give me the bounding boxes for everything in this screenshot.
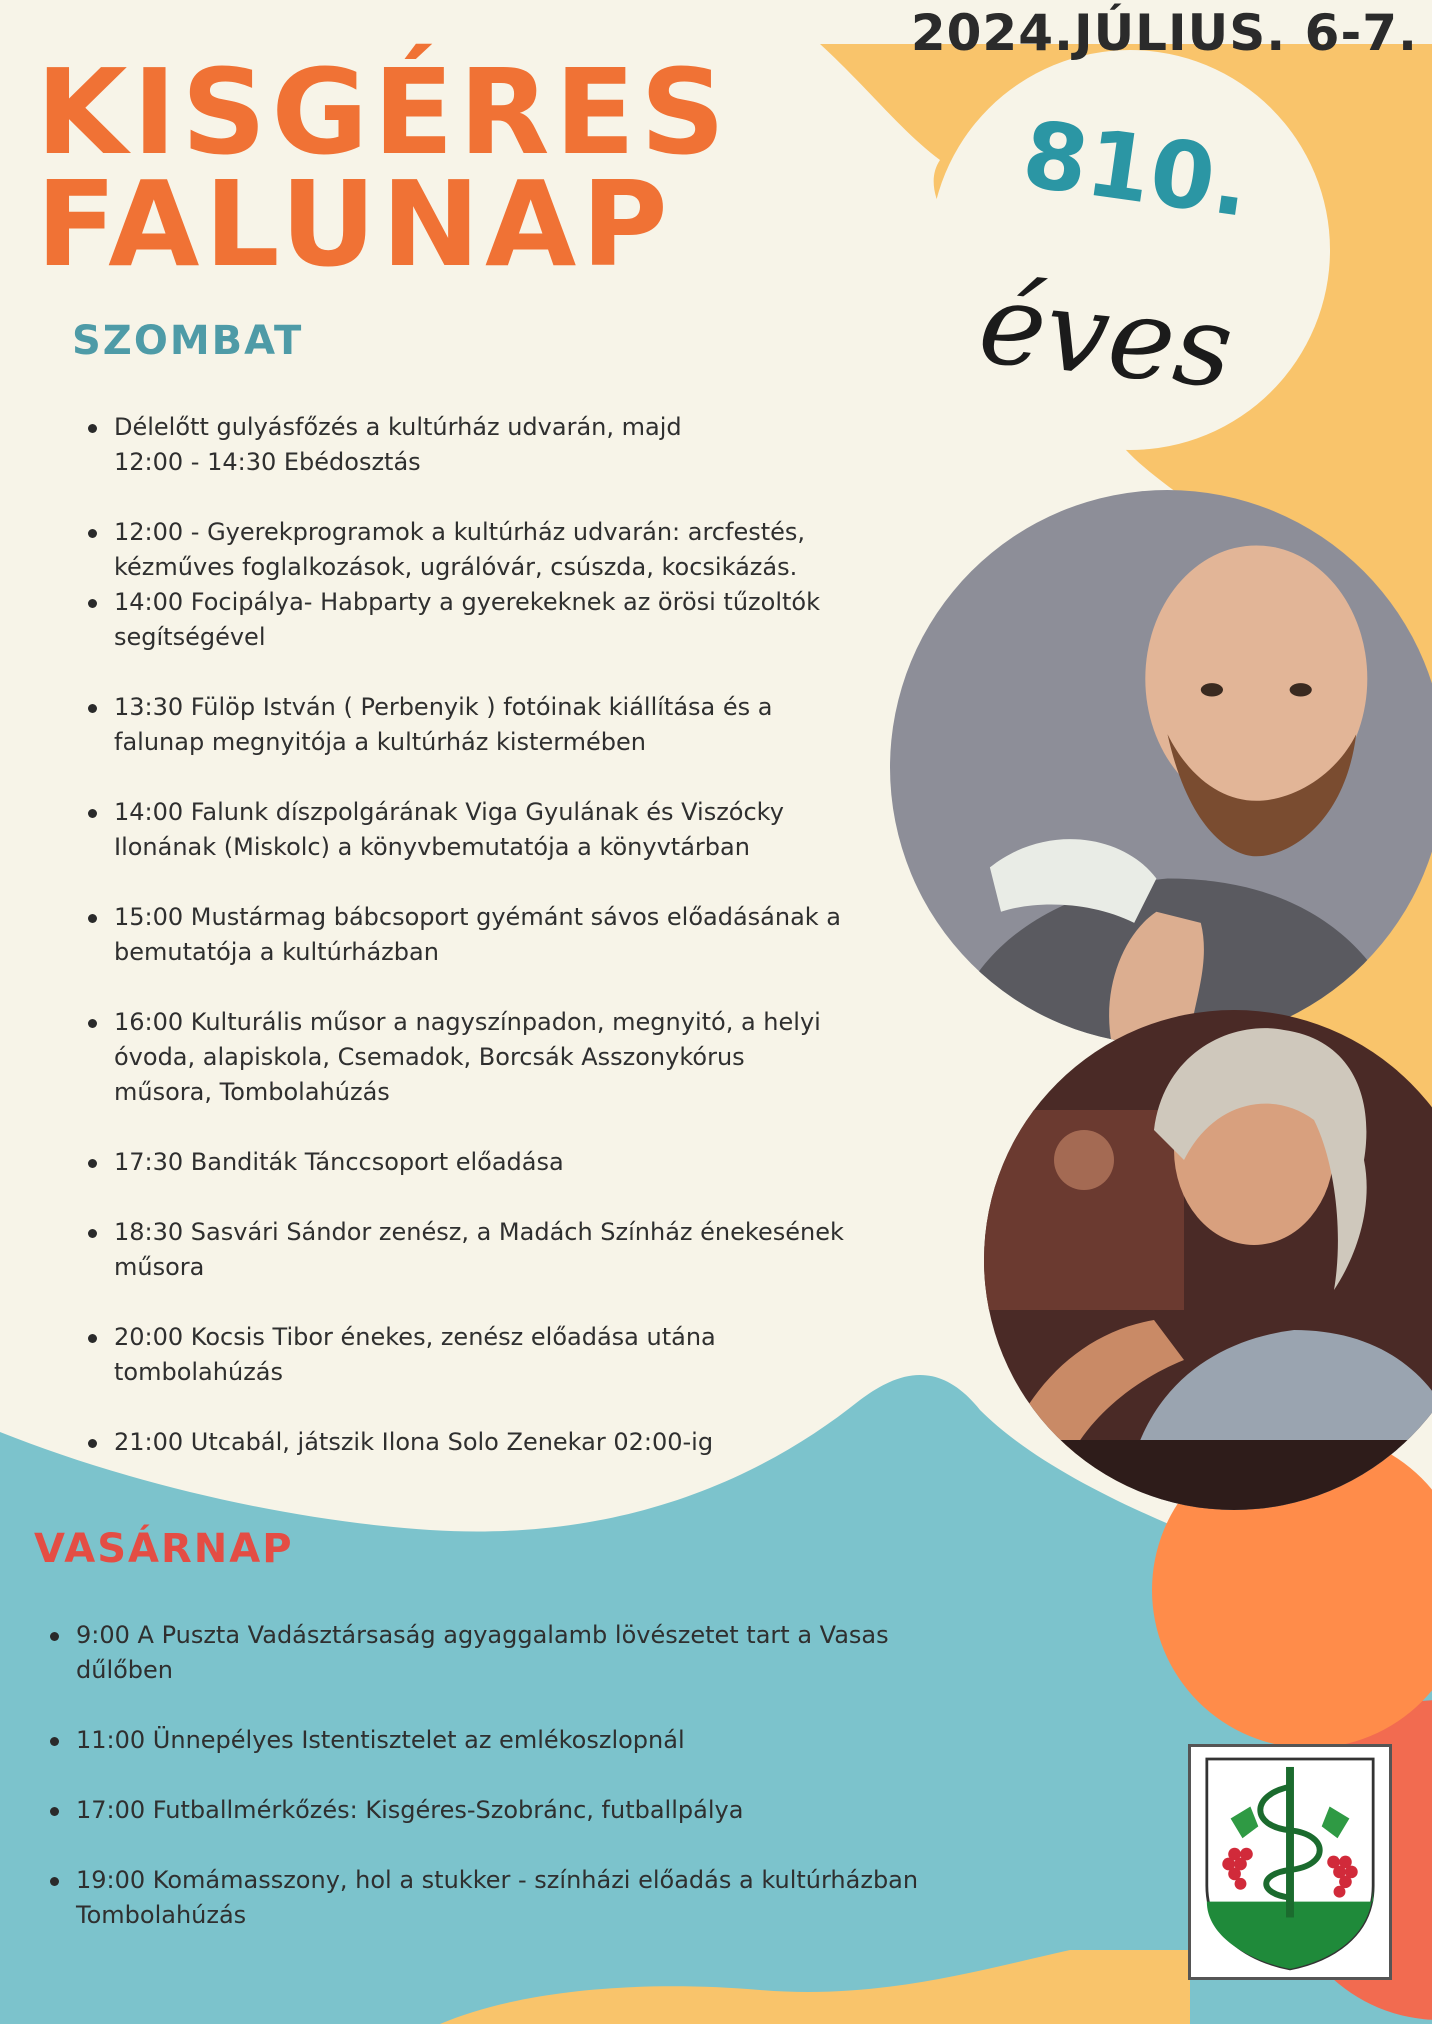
performer-photo-1 [890,490,1432,1045]
title-line-2: FALUNAP [36,155,673,293]
sunday-events [50,1618,950,1933]
event-item: 17:00 Futballmérkőzés: Kisgéres-Szobránc, futballpálya [50,1793,950,1828]
event-item: 17:30 Banditák Tánccsoport előadása [88,1145,888,1180]
saturday-heading: SZOMBAT [72,318,304,364]
saturday-events [88,410,888,1460]
event-item: 9:00 A Puszta Vadásztársaság agyaggalamb lövészetet tart a Vasas dűlőben [50,1618,950,1688]
village-coat-of-arms [1188,1744,1392,1980]
event-date: 2024.JÚLIUS. 6-7. [910,4,1418,62]
event-item: Délelőtt gulyásfőzés a kultúrház udvarán, majd 12:00 - 14:30 Ebédosztás [88,410,888,480]
event-item: 12:00 - Gyerekprogramok a kultúrház udvarán: arcfestés, kézműves foglalkozások, ugrálóvár, csúszda, kocsikázás. [88,515,888,585]
anniversary-word: éves [973,258,1239,415]
sunday-heading: VASÁRNAP [34,1526,294,1572]
event-item: 21:00 Utcabál, játszik Ilona Solo Zenekar 02:00-ig [88,1425,888,1460]
anniversary-number: 810. [1016,100,1257,239]
event-item: 19:00 Komámasszony, hol a stukker - színházi előadás a kultúrházban Tombolahúzás [50,1863,950,1933]
event-item: 16:00 Kulturális műsor a nagyszínpadon, megnyitó, a helyi óvoda, alapiskola, Csemadok, Borcsák Asszonykórus műsora, Tombolahúzás [88,1005,888,1110]
event-item: 15:00 Mustármag bábcsoport gyémánt sávos előadásának a bemutatója a kultúrházban [88,900,888,970]
title-line-1: KISGÉRES [36,43,731,181]
page-title [36,43,731,293]
event-item: 14:00 Falunk díszpolgárának Viga Gyulának és Viszócky Ilonának (Miskolc) a könyvbemutatója a könyvtárban [88,795,888,865]
event-item: 13:30 Fülöp István ( Perbenyik ) fotóinak kiállítása és a falunap megnyitója a kultúrház kistermében [88,690,888,760]
event-item: 18:30 Sasvári Sándor zenész, a Madách Színház énekesének műsora [88,1215,888,1285]
event-item: 11:00 Ünnepélyes Istentisztelet az emlékoszlopnál [50,1723,950,1758]
event-item: 20:00 Kocsis Tibor énekes, zenész előadása utána tombolahúzás [88,1320,888,1390]
event-item: 14:00 Focipálya- Habparty a gyerekeknek az örösi tűzoltók segítségével [88,585,888,655]
